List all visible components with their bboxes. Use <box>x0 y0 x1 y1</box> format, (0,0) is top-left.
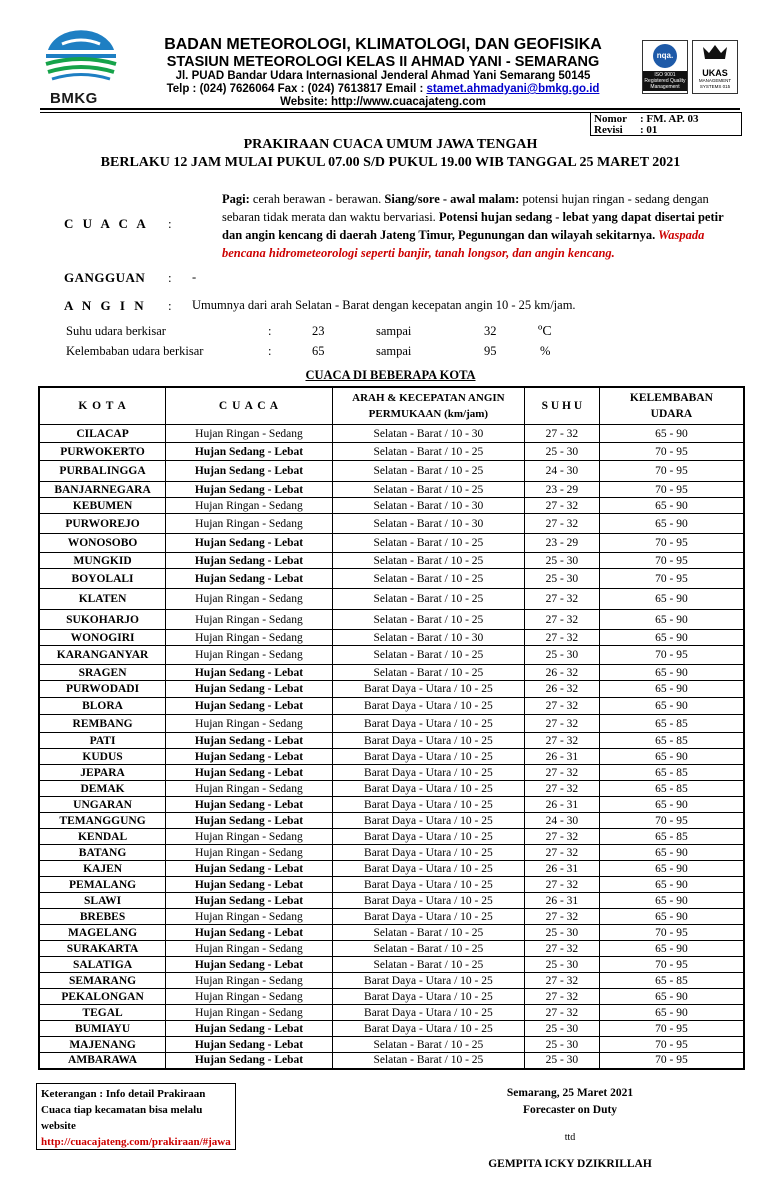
city-cell: SURAKARTA <box>39 941 166 957</box>
suhu-cell: 27 - 32 <box>524 630 599 646</box>
cuaca-cell: Hujan Ringan - Sedang <box>166 1005 333 1021</box>
bmkg-logo-text: BMKG <box>50 90 98 107</box>
suhu-colon: : <box>268 324 272 338</box>
kelembaban-cell: 65 - 90 <box>599 1005 744 1021</box>
kelembaban-cell: 65 - 90 <box>599 877 744 893</box>
angin-cell: Selatan - Barat / 10 - 30 <box>332 630 524 646</box>
suhu-cell: 25 - 30 <box>524 957 599 973</box>
angin-cell: Selatan - Barat / 10 - 30 <box>332 498 524 514</box>
sign-ttd: ttd <box>564 1132 576 1143</box>
suhu-cell: 25 - 30 <box>524 1021 599 1037</box>
table-row <box>39 877 744 893</box>
suhu-cell: 26 - 31 <box>524 861 599 877</box>
table-row <box>39 989 744 1005</box>
agency-name: BADAN METEOROLOGI, KLIMATOLOGI, DAN GEOFISIKA <box>164 36 602 53</box>
keterangan-box <box>36 1083 236 1150</box>
angin-cell: Barat Daya - Utara / 10 - 25 <box>332 749 524 765</box>
suhu-cell: 27 - 32 <box>524 909 599 925</box>
cuaca-label: C U A C A <box>64 216 149 231</box>
crown-icon <box>693 41 737 63</box>
suhu-min: 23 <box>312 324 325 338</box>
cuaca-cell: Hujan Ringan - Sedang <box>166 646 333 665</box>
suhu-cell: 27 - 32 <box>524 829 599 845</box>
cuaca-cell: Hujan Ringan - Sedang <box>166 989 333 1005</box>
table-row <box>39 553 744 569</box>
suhu-cell: 27 - 32 <box>524 989 599 1005</box>
suhu-cell: 27 - 32 <box>524 941 599 957</box>
sign-name: GEMPITA ICKY DZIKRILLAH <box>488 1158 652 1170</box>
kelembaban-cell: 65 - 90 <box>599 797 744 813</box>
kelembaban-cell: 65 - 85 <box>599 781 744 797</box>
kelembaban-cell: 65 - 85 <box>599 973 744 989</box>
city-cell: SRAGEN <box>39 665 166 681</box>
angin-cell: Barat Daya - Utara / 10 - 25 <box>332 681 524 698</box>
cuaca-cell: Hujan Sedang - Lebat <box>166 749 333 765</box>
suhu-cell: 26 - 32 <box>524 681 599 698</box>
kelembaban-cell: 65 - 90 <box>599 425 744 443</box>
suhu-cell: 25 - 30 <box>524 925 599 941</box>
header-angin: ARAH & KECEPATAN ANGIN PERMUKAAN (km/jam) <box>332 387 524 425</box>
ukas-badge <box>692 40 738 94</box>
cuaca-cell: Hujan Sedang - Lebat <box>166 877 333 893</box>
angin-cell: Selatan - Barat / 10 - 25 <box>332 443 524 461</box>
city-cell: MAJENANG <box>39 1037 166 1053</box>
angin-cell: Barat Daya - Utara / 10 - 25 <box>332 797 524 813</box>
angin-cell: Barat Daya - Utara / 10 - 25 <box>332 861 524 877</box>
city-cell: JEPARA <box>39 765 166 781</box>
angin-cell: Barat Daya - Utara / 10 - 25 <box>332 973 524 989</box>
ukas-label: UKAS <box>702 68 728 78</box>
iso-caption: ISO 9001 Registered Quality Management <box>644 72 686 90</box>
angin-cell: Selatan - Barat / 10 - 25 <box>332 925 524 941</box>
siang-label: Siang/sore - awal malam: <box>384 192 520 206</box>
header-suhu: S U H U <box>524 387 599 425</box>
city-cell: MAGELANG <box>39 925 166 941</box>
cuaca-cell: Hujan Sedang - Lebat <box>166 681 333 698</box>
angin-cell: Selatan - Barat / 10 - 25 <box>332 1053 524 1069</box>
city-cell: TEMANGGUNG <box>39 813 166 829</box>
cuaca-cell: Hujan Ringan - Sedang <box>166 589 333 610</box>
table-row <box>39 829 744 845</box>
sign-place-date: Semarang, 25 Maret 2021 <box>506 1087 634 1099</box>
table-row <box>39 813 744 829</box>
table-row <box>39 610 744 630</box>
angin-cell: Barat Daya - Utara / 10 - 25 <box>332 715 524 733</box>
kelembaban-min: 65 <box>312 344 325 358</box>
cuaca-cell: Hujan Sedang - Lebat <box>166 482 333 498</box>
contact-line <box>128 83 638 95</box>
city-cell: REMBANG <box>39 715 166 733</box>
table-row <box>39 797 744 813</box>
city-cell: PURWOKERTO <box>39 443 166 461</box>
angin-cell: Selatan - Barat / 10 - 25 <box>332 957 524 973</box>
suhu-cell: 27 - 32 <box>524 1005 599 1021</box>
suhu-cell: 25 - 30 <box>524 443 599 461</box>
angin-cell: Selatan - Barat / 10 - 25 <box>332 589 524 610</box>
cuaca-cell: Hujan Sedang - Lebat <box>166 893 333 909</box>
angin-cell: Selatan - Barat / 10 - 25 <box>332 534 524 553</box>
document-number-box <box>590 112 742 136</box>
kelembaban-cell: 70 - 95 <box>599 957 744 973</box>
angin-cell: Selatan - Barat / 10 - 25 <box>332 610 524 630</box>
cuaca-cell: Hujan Sedang - Lebat <box>166 534 333 553</box>
cuaca-cell: Hujan Sedang - Lebat <box>166 813 333 829</box>
suhu-cell: 27 - 32 <box>524 973 599 989</box>
suhu-cell: 27 - 32 <box>524 765 599 781</box>
cuaca-cell: Hujan Sedang - Lebat <box>166 957 333 973</box>
kelembaban-sampai: sampai <box>376 344 412 358</box>
table-row <box>39 443 744 461</box>
contact-phone-fax: Telp : (024) 7626064 Fax : (024) 7613817 Email : <box>166 83 427 95</box>
table-row <box>39 733 744 749</box>
cuaca-colon: : <box>168 216 172 231</box>
angin-cell: Selatan - Barat / 10 - 25 <box>332 553 524 569</box>
city-cell: SALATIGA <box>39 957 166 973</box>
kelembaban-cell: 70 - 95 <box>599 925 744 941</box>
city-cell: MUNGKID <box>39 553 166 569</box>
header-cuaca: C U A C A <box>166 387 333 425</box>
suhu-cell: 23 - 29 <box>524 534 599 553</box>
table-row <box>39 1053 744 1069</box>
city-cell: PURWOREJO <box>39 514 166 534</box>
pagi-text: cerah berawan - berawan. <box>249 192 385 206</box>
suhu-cell: 26 - 31 <box>524 893 599 909</box>
suhu-cell: 25 - 30 <box>524 1053 599 1069</box>
pagi-label: Pagi: <box>222 192 250 206</box>
table-row <box>39 514 744 534</box>
table-row <box>39 1037 744 1053</box>
suhu-cell: 23 - 29 <box>524 482 599 498</box>
cuaca-cell: Hujan Sedang - Lebat <box>166 443 333 461</box>
table-row <box>39 646 744 665</box>
angin-cell: Selatan - Barat / 10 - 25 <box>332 1037 524 1053</box>
kelembaban-cell: 65 - 90 <box>599 861 744 877</box>
kelembaban-cell: 70 - 95 <box>599 1037 744 1053</box>
kelembaban-cell: 65 - 90 <box>599 893 744 909</box>
gangguan-colon: : <box>168 270 172 285</box>
revisi-value: : 01 <box>640 124 658 136</box>
kelembaban-cell: 65 - 90 <box>599 610 744 630</box>
cuaca-cell: Hujan Sedang - Lebat <box>166 461 333 482</box>
angin-cell: Barat Daya - Utara / 10 - 25 <box>332 909 524 925</box>
angin-label: A N G I N <box>64 298 147 313</box>
angin-cell: Barat Daya - Utara / 10 - 25 <box>332 698 524 715</box>
kelembaban-colon: : <box>268 344 272 358</box>
kelembaban-cell: 65 - 90 <box>599 941 744 957</box>
document-validity: BERLAKU 12 JAM MULAI PUKUL 07.00 S/D PUKUL 19.00 WIB TANGGAL 25 MARET 2021 <box>100 155 681 170</box>
station-name: STASIUN METEOROLOGI KELAS II AHMAD YANI - SEMARANG <box>166 54 600 70</box>
kelembaban-cell: 65 - 85 <box>599 715 744 733</box>
city-cell: TEGAL <box>39 1005 166 1021</box>
suhu-cell: 25 - 30 <box>524 569 599 589</box>
table-row <box>39 665 744 681</box>
angin-cell: Selatan - Barat / 10 - 25 <box>332 461 524 482</box>
kelembaban-cell: 65 - 85 <box>599 733 744 749</box>
suhu-cell: 27 - 32 <box>524 610 599 630</box>
suhu-cell: 27 - 32 <box>524 498 599 514</box>
angin-cell: Barat Daya - Utara / 10 - 25 <box>332 765 524 781</box>
city-cell: KLATEN <box>39 589 166 610</box>
email-link[interactable]: stamet.ahmadyani@bmkg.go.id <box>426 83 600 95</box>
city-cell: PEKALONGAN <box>39 989 166 1005</box>
suhu-cell: 27 - 32 <box>524 877 599 893</box>
suhu-cell: 27 - 32 <box>524 845 599 861</box>
cuaca-cell: Hujan Sedang - Lebat <box>166 665 333 681</box>
city-cell: BATANG <box>39 845 166 861</box>
cuaca-cell: Hujan Ringan - Sedang <box>166 514 333 534</box>
table-row <box>39 925 744 941</box>
suhu-cell: 27 - 32 <box>524 715 599 733</box>
kelembaban-unit: % <box>540 344 551 358</box>
suhu-cell: 24 - 30 <box>524 461 599 482</box>
table-row <box>39 861 744 877</box>
suhu-cell: 26 - 31 <box>524 797 599 813</box>
city-cell: BLORA <box>39 698 166 715</box>
suhu-cell: 25 - 30 <box>524 553 599 569</box>
nomor-value: : FM. AP. 03 <box>640 113 699 125</box>
cuaca-cell: Hujan Sedang - Lebat <box>166 1037 333 1053</box>
city-table-title-text: CUACA DI BEBERAPA KOTA <box>305 368 476 382</box>
angin-cell: Barat Daya - Utara / 10 - 25 <box>332 813 524 829</box>
suhu-cell: 27 - 32 <box>524 425 599 443</box>
angin-cell: Barat Daya - Utara / 10 - 25 <box>332 877 524 893</box>
suhu-cell: 26 - 31 <box>524 749 599 765</box>
gangguan-value: - <box>192 270 197 284</box>
city-cell: KUDUS <box>39 749 166 765</box>
kelembaban-cell: 70 - 95 <box>599 534 744 553</box>
city-cell: KARANGANYAR <box>39 646 166 665</box>
city-cell: KAJEN <box>39 861 166 877</box>
suhu-cell: 27 - 32 <box>524 698 599 715</box>
city-cell: SLAWI <box>39 893 166 909</box>
cuaca-cell: Hujan Ringan - Sedang <box>166 941 333 957</box>
table-row <box>39 765 744 781</box>
nqa-icon: nqa. <box>653 44 677 68</box>
revisi-label: Revisi <box>594 124 623 136</box>
cuaca-cell: Hujan Ringan - Sedang <box>166 498 333 514</box>
city-cell: BOYOLALI <box>39 569 166 589</box>
angin-cell: Barat Daya - Utara / 10 - 25 <box>332 845 524 861</box>
angin-cell: Barat Daya - Utara / 10 - 25 <box>332 893 524 909</box>
city-cell: PEMALANG <box>39 877 166 893</box>
table-row <box>39 534 744 553</box>
cuaca-cell: Hujan Ringan - Sedang <box>166 781 333 797</box>
angin-cell: Selatan - Barat / 10 - 25 <box>332 482 524 498</box>
angin-cell: Barat Daya - Utara / 10 - 25 <box>332 733 524 749</box>
cuaca-cell: Hujan Sedang - Lebat <box>166 765 333 781</box>
table-row <box>39 698 744 715</box>
kelembaban-cell: 65 - 90 <box>599 989 744 1005</box>
gangguan-label: GANGGUAN <box>64 270 146 285</box>
siang-text: potensi hujan ringan - sedang dengan sebaran tidak merata dan waktu bervariasi. <box>222 192 709 224</box>
table-row <box>39 845 744 861</box>
angin-cell: Barat Daya - Utara / 10 - 25 <box>332 1021 524 1037</box>
kelembaban-cell: 65 - 90 <box>599 749 744 765</box>
angin-cell: Barat Daya - Utara / 10 - 25 <box>332 1005 524 1021</box>
kelembaban-cell: 70 - 95 <box>599 813 744 829</box>
city-cell: BREBES <box>39 909 166 925</box>
table-row <box>39 893 744 909</box>
city-cell: SEMARANG <box>39 973 166 989</box>
angin-value: Umumnya dari arah Selatan - Barat dengan kecepatan angin 10 - 25 km/jam. <box>192 298 576 312</box>
address-line: Jl. PUAD Bandar Udara Internasional Jenderal Ahmad Yani Semarang 50145 <box>175 70 591 82</box>
cuaca-cell: Hujan Sedang - Lebat <box>166 553 333 569</box>
cuaca-cell: Hujan Ringan - Sedang <box>166 630 333 646</box>
suhu-max: 32 <box>484 324 497 338</box>
angin-colon: : <box>168 298 172 313</box>
cuaca-cell: Hujan Sedang - Lebat <box>166 797 333 813</box>
table-row <box>39 1005 744 1021</box>
keterangan-text: Keterangan : Info detail Prakiraan Cuaca tiap kecamatan bisa melalu website <box>41 1088 206 1132</box>
cuaca-cell: Hujan Ringan - Sedang <box>166 829 333 845</box>
kelembaban-label: Kelembaban udara berkisar <box>66 344 204 358</box>
cuaca-cell: Hujan Ringan - Sedang <box>166 610 333 630</box>
kelembaban-cell: 70 - 95 <box>599 569 744 589</box>
kelembaban-cell: 65 - 85 <box>599 829 744 845</box>
kelembaban-cell: 65 - 90 <box>599 589 744 610</box>
angin-cell: Selatan - Barat / 10 - 25 <box>332 665 524 681</box>
table-row <box>39 569 744 589</box>
header-kelembaban: KELEMBABAN UDARA <box>599 387 744 425</box>
cuaca-cell: Hujan Ringan - Sedang <box>166 425 333 443</box>
suhu-cell: 27 - 32 <box>524 781 599 797</box>
suhu-cell: 26 - 32 <box>524 665 599 681</box>
kelembaban-cell: 70 - 95 <box>599 443 744 461</box>
city-cell: KEBUMEN <box>39 498 166 514</box>
header-rule-thick <box>40 108 740 110</box>
table-row <box>39 973 744 989</box>
table-row <box>39 781 744 797</box>
table-row <box>39 681 744 698</box>
city-cell: WONOSOBO <box>39 534 166 553</box>
angin-cell: Selatan - Barat / 10 - 30 <box>332 425 524 443</box>
angin-cell: Selatan - Barat / 10 - 25 <box>332 569 524 589</box>
cuaca-cell: Hujan Sedang - Lebat <box>166 1053 333 1069</box>
kelembaban-cell: 65 - 90 <box>599 909 744 925</box>
table-row <box>39 461 744 482</box>
cuaca-cell: Hujan Ringan - Sedang <box>166 845 333 861</box>
kelembaban-cell: 70 - 95 <box>599 646 744 665</box>
potensi-text: Potensi hujan sedang - lebat yang dapat disertai petir dan angin kencang di daerah Jateng Timur, Pegunungan dan wilayah sekitarnya. <box>222 210 724 242</box>
angin-cell: Selatan - Barat / 10 - 25 <box>332 646 524 665</box>
cuaca-cell: Hujan Ringan - Sedang <box>166 715 333 733</box>
angin-cell: Selatan - Barat / 10 - 30 <box>332 514 524 534</box>
sign-role: Forecaster on Duty <box>522 1104 618 1116</box>
table-body <box>39 425 744 1069</box>
suhu-cell: 27 - 32 <box>524 733 599 749</box>
suhu-cell: 24 - 30 <box>524 813 599 829</box>
table-row <box>39 957 744 973</box>
angin-cell: Barat Daya - Utara / 10 - 25 <box>332 829 524 845</box>
cuaca-cell: Hujan Sedang - Lebat <box>166 569 333 589</box>
suhu-unit: ºC <box>538 324 552 339</box>
city-cell: BUMIAYU <box>39 1021 166 1037</box>
table-row <box>39 941 744 957</box>
iso-9001-badge <box>642 40 688 94</box>
ukas-caption: MANAGEMENT SYSTEMS 015 <box>698 78 732 89</box>
city-table-title <box>0 368 781 383</box>
table-row <box>39 589 744 610</box>
waspada-warning: Waspada bencana hidrometeorologi seperti banjir, tanah longsor, dan angin kencang. <box>222 228 705 260</box>
kelembaban-cell: 70 - 95 <box>599 1021 744 1037</box>
angin-cell: Selatan - Barat / 10 - 25 <box>332 941 524 957</box>
table-row <box>39 482 744 498</box>
city-cell: SUKOHARJO <box>39 610 166 630</box>
cuaca-cell: Hujan Sedang - Lebat <box>166 698 333 715</box>
table-row <box>39 715 744 733</box>
cuaca-cell: Hujan Ringan - Sedang <box>166 909 333 925</box>
city-cell: CILACAP <box>39 425 166 443</box>
city-forecast-table <box>38 386 745 1070</box>
cuaca-cell: Hujan Sedang - Lebat <box>166 1021 333 1037</box>
city-cell: DEMAK <box>39 781 166 797</box>
kelembaban-cell: 65 - 90 <box>599 514 744 534</box>
suhu-cell: 27 - 32 <box>524 589 599 610</box>
table-row <box>39 425 744 443</box>
kelembaban-cell: 65 - 90 <box>599 630 744 646</box>
suhu-cell: 27 - 32 <box>524 514 599 534</box>
header-kota: K O T A <box>39 387 166 425</box>
angin-cell: Barat Daya - Utara / 10 - 25 <box>332 989 524 1005</box>
angin-cell: Barat Daya - Utara / 10 - 25 <box>332 781 524 797</box>
table-row <box>39 909 744 925</box>
city-cell: WONOGIRI <box>39 630 166 646</box>
cuaca-cell: Hujan Sedang - Lebat <box>166 733 333 749</box>
cuaca-description <box>222 190 732 262</box>
table-row <box>39 498 744 514</box>
kelembaban-cell: 70 - 95 <box>599 553 744 569</box>
table-header-row <box>39 387 744 425</box>
suhu-cell: 25 - 30 <box>524 1037 599 1053</box>
kelembaban-cell: 65 - 85 <box>599 765 744 781</box>
nomor-label: Nomor <box>594 113 627 125</box>
kelembaban-cell: 65 - 90 <box>599 681 744 698</box>
kelembaban-max: 95 <box>484 344 497 358</box>
keterangan-link[interactable]: http://cuacajateng.com/prakiraan/#jawa <box>41 1136 231 1148</box>
website-line[interactable]: Website: http://www.cuacajateng.com <box>280 96 486 108</box>
cuaca-cell: Hujan Ringan - Sedang <box>166 973 333 989</box>
table-row <box>39 1021 744 1037</box>
kelembaban-cell: 70 - 95 <box>599 1053 744 1069</box>
cuaca-cell: Hujan Sedang - Lebat <box>166 925 333 941</box>
city-cell: BANJARNEGARA <box>39 482 166 498</box>
city-cell: AMBARAWA <box>39 1053 166 1069</box>
table-row <box>39 749 744 765</box>
city-cell: KENDAL <box>39 829 166 845</box>
suhu-label: Suhu udara berkisar <box>66 324 166 338</box>
document-title: PRAKIRAAN CUACA UMUM JAWA TENGAH <box>243 137 538 152</box>
kelembaban-cell: 65 - 90 <box>599 498 744 514</box>
city-cell: PATI <box>39 733 166 749</box>
city-cell: PURBALINGGA <box>39 461 166 482</box>
city-cell: UNGARAN <box>39 797 166 813</box>
kelembaban-cell: 65 - 90 <box>599 845 744 861</box>
suhu-cell: 25 - 30 <box>524 646 599 665</box>
cuaca-cell: Hujan Sedang - Lebat <box>166 861 333 877</box>
city-cell: PURWODADI <box>39 681 166 698</box>
kelembaban-cell: 65 - 90 <box>599 665 744 681</box>
kelembaban-cell: 65 - 90 <box>599 698 744 715</box>
table-row <box>39 630 744 646</box>
kelembaban-cell: 70 - 95 <box>599 482 744 498</box>
suhu-sampai: sampai <box>376 324 412 338</box>
kelembaban-cell: 70 - 95 <box>599 461 744 482</box>
